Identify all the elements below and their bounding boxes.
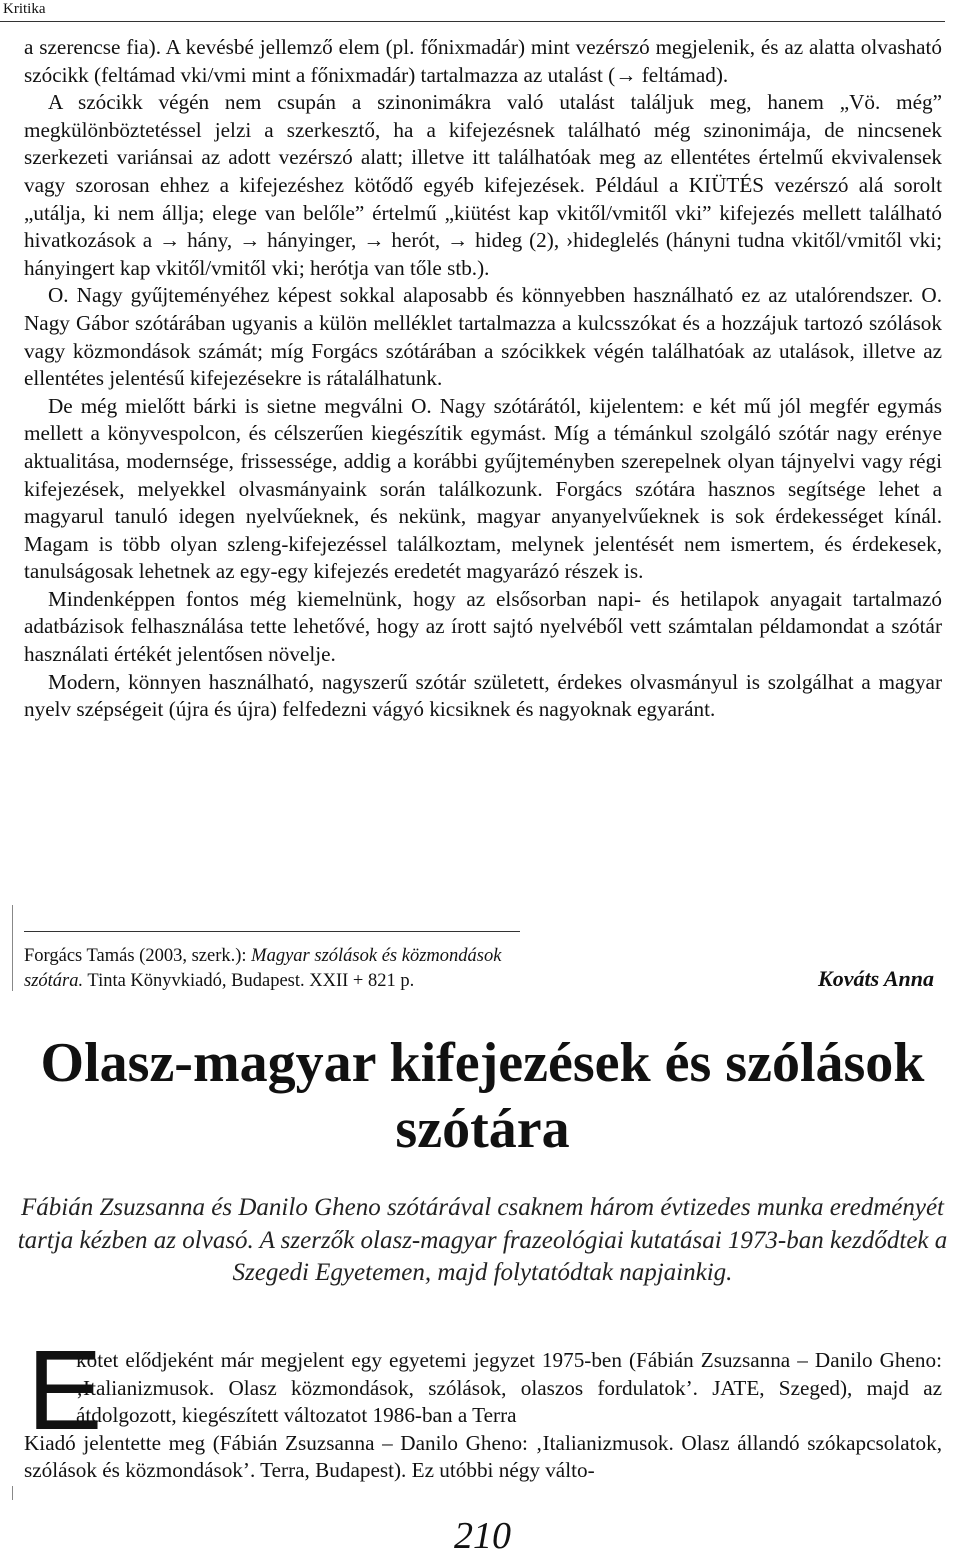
paragraph: Mindenképpen fontos még kiemelnünk, hogy az elsősorban napi- és hetilapok anyagait tartalmazó adatbázisok felhasználása tette lehetővé, hogy az írott sajtó nyelvéből vett számtalan példamondat a szótár használati értékét jelentősen növelje. — [24, 586, 942, 667]
paragraph: O. Nagy gyűjteményéhez képest sokkal alaposabb és könnyebben használható ez az utalórendszer. O. Nagy Gábor szótárában ugyanis a külön melléklet tartalmazza a kulcsszókat és a hozzájuk tartozó szólások vagy közmondások számát; míg Forgács szótárában a szócikkek végén találhatóak az utalások, illetve az ellentétes jelentésű kifejezésekre is rátalálhatunk. — [24, 283, 942, 391]
article-title: Olasz-magyar kifejezések és szólások szótára — [40, 1032, 925, 1160]
drop-cap: E — [27, 1327, 103, 1453]
column-rule — [12, 905, 13, 991]
review-author: Kováts Anna — [818, 966, 934, 991]
bibliography-suffix: Tinta Könyvkiadó, Budapest. XXII + 821 p. — [83, 971, 415, 991]
bibliography-prefix: Forgács Tamás (2003, szerk.): — [24, 946, 252, 966]
article-body-rest: Kiadó jelentette meg (Fábián Zsuzsanna – Danilo Gheno: ‚Italianizmusok. Olasz állandó szókapcsolatok, szólások és közmondások’. Terra, Budapest). Ez utóbbi négy válto- — [24, 1430, 942, 1483]
page-number: 210 — [454, 1515, 511, 1557]
bibliography — [24, 944, 544, 994]
article-body-first: kötet elődjeként már megjelent egy egyetemi jegyzet 1975-ben (Fábián Zsuzsanna – Danilo Gheno: ‚Italianizmusok. Olasz közmondások, szólások, olaszos fordulatok’. JATE, Szeged), majd az átdolgozott, kiegészített változatot 1986-ban a Terra — [76, 1348, 942, 1428]
paragraph: Modern, könnyen használható, nagyszerű szótár született, érdekes olvasmányul is szolgálhat a magyar nyelv szépségeit (újra és újra) felfedezni vágyó kicsiknek és nagyoknak egyaránt. — [24, 669, 942, 722]
column-rule-bottom — [12, 1486, 13, 1500]
article-lead: Fábián Zsuzsanna és Danilo Gheno szótárával csaknem három évtizedes munka eredményét tartja kézben az olvasó. A szerzők olasz-magyar frazeológiai kutatásai 1973-ban kezdődtek a Szegedi Egyetemen, majd folytatódtak napjainkig. — [17, 1194, 948, 1286]
bibliography-rule — [24, 931, 520, 932]
bibliography-book-title: Magyar szólások és közmondások szótára. — [24, 946, 502, 991]
paragraph: a szerencse fia). A kevésbé jellemző elem (pl. főnixmadár) mint vezérszó megjelenik, és az alatta olvasható szócikk (feltámad vki/vmi mint a főnixmadár) tartalmazza az utalást (→ feltámad). — [24, 35, 942, 87]
paragraph: A szócikk végén nem csupán a szinonimákra való utalást találjuk meg, hanem „Vö. még” megkülönböztetéssel jelzi a szerkesztő, ha a kifejezésnek található még szinonimája, de nincsenek szerkezeti variánsai az adott vezérszó alatt; illetve itt találhatóak meg az ellentétes értelmű ekvivalensek vagy szorosan ehhez a kifejezéshez kötődő egyéb kifejezések. Például a KIÜTÉS vezérszó alá sorolt „utálja, ki nem állja; elege van belőle” értelmű „kiütést kap vkitől/vmitől vki” kifejezés mellett található hivatkozások a → hány, → hányinger, → herót, → hideg (2), ›hideglelés (hányni tudna vkitől/vmitől vki; hányingert kap vkitől/vmitől vki; herótja van tőle stb.). — [24, 90, 942, 280]
running-header — [0, 0, 945, 22]
paragraph: De még mielőtt bárki is sietne megválni O. Nagy szótárától, kijelentem: e két mű jól megfér egymás mellett a könyvespolcon, és célszerűen kiegészítik egymást. Míg a témánkul szolgáló szótár nagy erénye aktualitása, modernsége, frissessége, addig a korábbi gyűjteményben szerepelnek olyan tájnyelvi vagy régi kifejezések, melyekkel olvasmányaink során találkozunk. Forgács szótára hasznos segítsége lehet a magyarul tanuló idegen nyelvűeknek, és nekünk, magyar anyanyelvűeknek is sok érdekességet kínál. Magam is több olyan szleng-kifejezéssel találkoztam, melynek jelentését nem ismertem, és érdekesek, tanulságosak lehetnek az egy-egy kifejezés eredetét magyarázó részek is. — [24, 393, 942, 584]
section-label: Kritika — [3, 1, 46, 17]
article-body — [24, 1327, 942, 1485]
review-body — [24, 34, 942, 724]
